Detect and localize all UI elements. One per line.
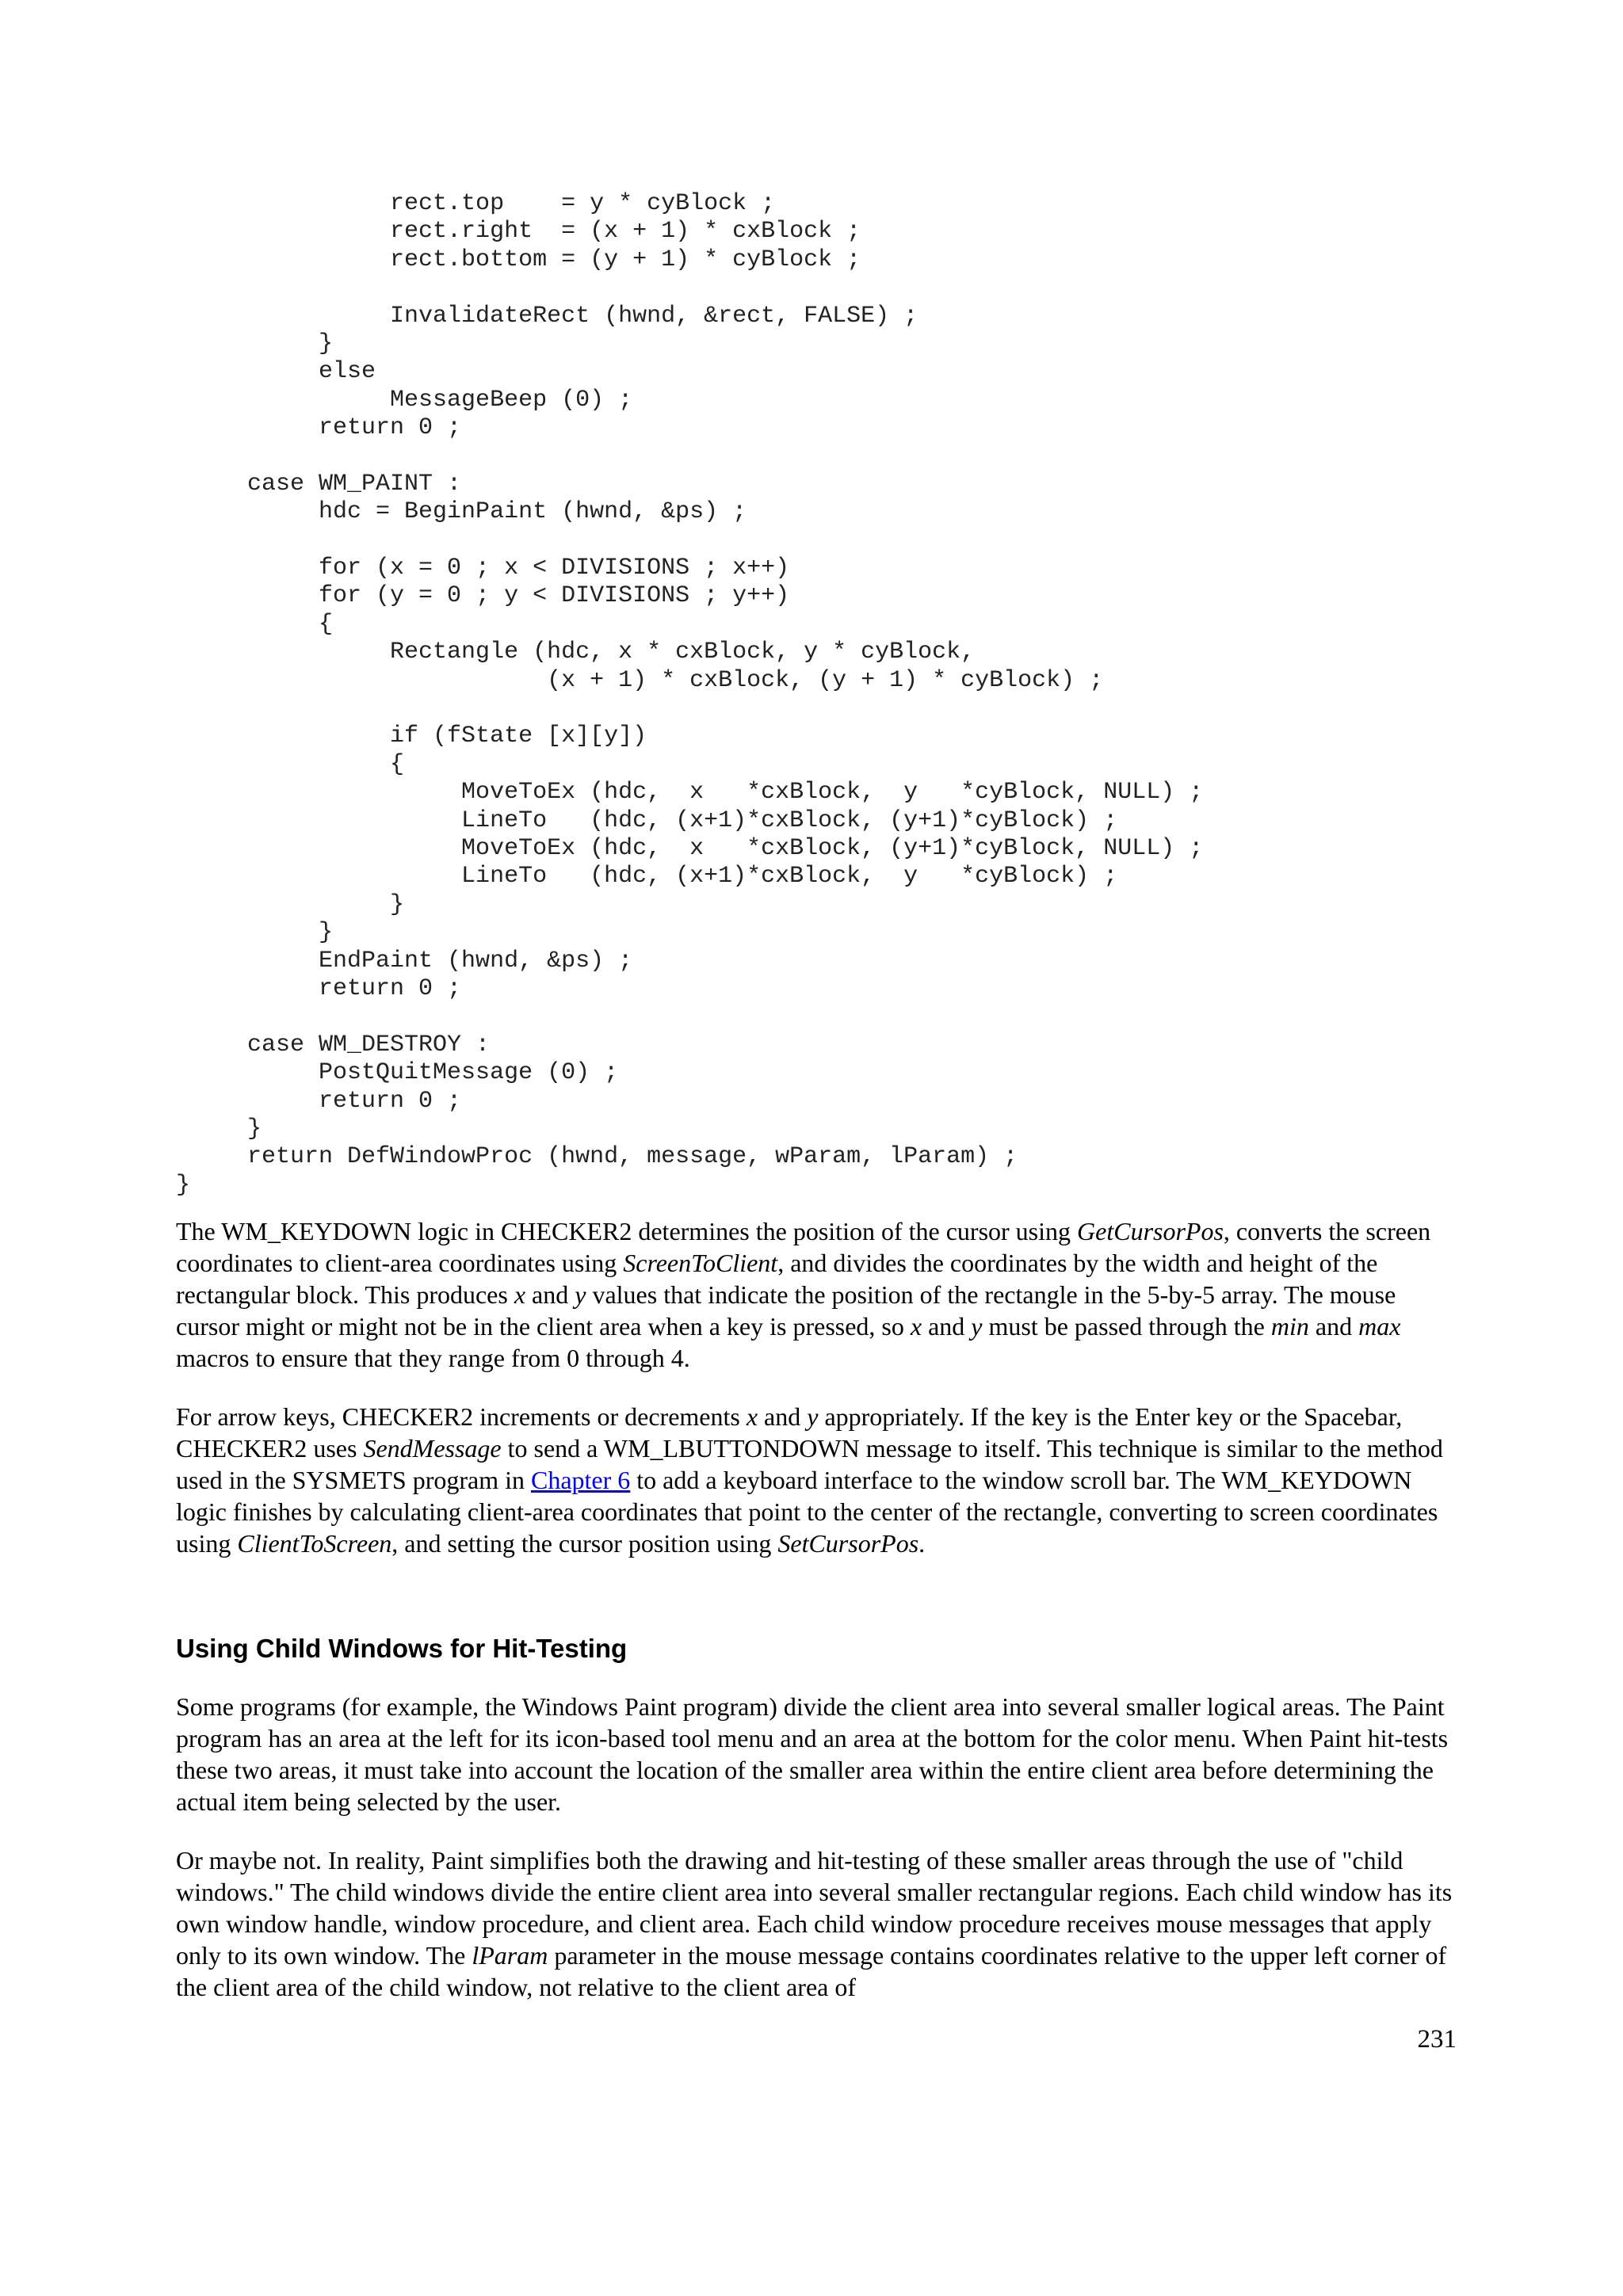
paragraph-text: The WM_KEYDOWN logic in CHECKER2 determines the position of the cursor using	[176, 1217, 1078, 1245]
code-line: return 0 ;	[176, 974, 462, 1002]
paragraph-text: to send a WM_LBUTTONDOWN message to itself. This technique is similar to the method used in the SYSMETS program in	[176, 1434, 1443, 1494]
code-line: EndPaint (hwnd, &ps) ;	[176, 947, 633, 974]
paragraph-text: appropriately. If the key is the Enter key or the Spacebar, CHECKER2 uses	[176, 1402, 1403, 1463]
section-heading: Using Child Windows for Hit-Testing	[176, 1634, 628, 1663]
code-line: MoveToEx (hdc, x *cxBlock, (y+1)*cyBlock, NULL) ;	[176, 834, 1204, 862]
paragraph-keydown-logic	[176, 1215, 1460, 1374]
variable-name: x	[514, 1280, 526, 1309]
code-line: case WM_DESTROY :	[176, 1031, 491, 1058]
paragraph-arrow-keys	[176, 1401, 1460, 1559]
paragraph-text: and	[1308, 1312, 1359, 1341]
code-line: MessageBeep (0) ;	[176, 386, 633, 414]
function-name: GetCursorPos	[1077, 1217, 1224, 1245]
variable-name: y	[807, 1402, 819, 1431]
code-line: {	[176, 610, 334, 638]
code-line: return 0 ;	[176, 1087, 462, 1115]
variable-name: x	[746, 1402, 758, 1431]
code-line: PostQuitMessage (0) ;	[176, 1059, 619, 1087]
code-line: if (fState [x][y])	[176, 723, 647, 750]
function-name: ScreenToClient	[623, 1249, 778, 1277]
code-line: (x + 1) * cxBlock, (y + 1) * cyBlock) ;	[176, 666, 1104, 694]
variable-name: x	[910, 1312, 922, 1341]
code-line: InvalidateRect (hwnd, &rect, FALSE) ;	[176, 302, 918, 330]
parameter-name: lParam	[472, 1941, 548, 1970]
code-line: MoveToEx (hdc, x *cxBlock, y *cyBlock, NULL) ;	[176, 779, 1204, 807]
paragraph-text: , converts the screen coordinates to client-area coordinates using	[176, 1217, 1431, 1277]
code-line: case WM_PAINT :	[176, 470, 462, 498]
code-line: return DefWindowProc (hwnd, message, wParam, lParam) ;	[176, 1143, 1018, 1171]
function-name: ClientToScreen	[237, 1529, 392, 1558]
function-name: SetCursorPos	[777, 1529, 919, 1558]
paragraph-paint-areas: Some programs (for example, the Windows Paint program) divide the client area into several smaller logical areas. The Paint program has an area at the left for its icon-based tool menu and an area at the bottom for the color menu. When Paint hit-tests these two areas, it must take into account the location of the smaller area within the entire client area before determining the actual item being selected by the user.	[176, 1692, 1449, 1816]
macro-name: min	[1270, 1312, 1309, 1341]
code-line: LineTo (hdc, (x+1)*cxBlock, (y+1)*cyBlock) ;	[176, 807, 1118, 834]
code-listing	[176, 190, 1203, 1199]
chapter-6-link[interactable]: Chapter 6	[530, 1466, 631, 1494]
code-line: {	[176, 750, 405, 778]
code-line	[176, 443, 1203, 471]
variable-name: y	[575, 1280, 586, 1309]
variable-name: y	[971, 1312, 983, 1341]
code-line: for (x = 0 ; x < DIVISIONS ; x++)	[176, 555, 790, 582]
code-line: }	[176, 1115, 262, 1142]
paragraph-text: .	[918, 1529, 926, 1558]
paragraph-text: values that indicate the position of the rectangle in the 5-by-5 array. The mouse cursor might or might not be in the client area when a key is pressed, so	[176, 1280, 1396, 1341]
code-line: rect.top = y * cyBlock ;	[176, 190, 776, 217]
paragraph-text: For arrow keys, CHECKER2 increments or decrements	[176, 1402, 747, 1431]
code-line: }	[176, 891, 405, 918]
paragraph-text: and	[525, 1280, 575, 1309]
code-line: hdc = BeginPaint (hwnd, &ps) ;	[176, 498, 747, 526]
code-line: else	[176, 358, 376, 386]
code-line: }	[176, 330, 334, 357]
paragraph-child-windows	[176, 1844, 1460, 2003]
paragraph-text: , and divides the coordinates by the width and height of the rectangular block. This produces	[176, 1249, 1378, 1309]
code-line: }	[176, 919, 334, 947]
code-line	[176, 274, 1203, 302]
paragraph-text: and	[922, 1312, 972, 1341]
code-line: rect.right = (x + 1) * cxBlock ;	[176, 218, 861, 246]
code-line	[176, 527, 1203, 555]
paragraph-text: and	[758, 1402, 808, 1431]
code-line	[176, 695, 1203, 723]
code-line: rect.bottom = (y + 1) * cyBlock ;	[176, 246, 861, 273]
paragraph-text: must be passed through the	[982, 1312, 1271, 1341]
paragraph-text: Or maybe not. In reality, Paint simplifies both the drawing and hit-testing of these smaller areas through the use of "child windows." The child windows divide the entire client area into several smaller rectangular regions. Each child window has its own window handle, window procedure, and client area. Each child window procedure receives mouse messages that apply only to its own window. The	[176, 1846, 1453, 1970]
code-line: LineTo (hdc, (x+1)*cxBlock, y *cyBlock) ;	[176, 863, 1118, 891]
code-line: for (y = 0 ; y < DIVISIONS ; y++)	[176, 582, 790, 610]
code-line: }	[176, 1171, 191, 1199]
macro-name: max	[1358, 1312, 1401, 1341]
code-line: Rectangle (hdc, x * cxBlock, y * cyBlock,	[176, 639, 976, 666]
function-name: SendMessage	[363, 1434, 502, 1463]
paragraph-text: parameter in the mouse message contains coordinates relative to the upper left corner of the client area of the child window, not relative to the client area of	[176, 1941, 1447, 2001]
paragraph-text: to add a keyboard interface to the window scroll bar. The WM_KEYDOWN logic finishes by calculating client-area coordinates that point to the center of the rectangle, converting to screen coordinates using	[176, 1466, 1438, 1558]
paragraph-text: , and setting the cursor position using	[391, 1529, 778, 1558]
paragraph-text: macros to ensure that they range from 0 through 4.	[176, 1344, 690, 1372]
code-line: return 0 ;	[176, 414, 462, 442]
page-number: 231	[1417, 2025, 1457, 2054]
code-line	[176, 1003, 1203, 1031]
